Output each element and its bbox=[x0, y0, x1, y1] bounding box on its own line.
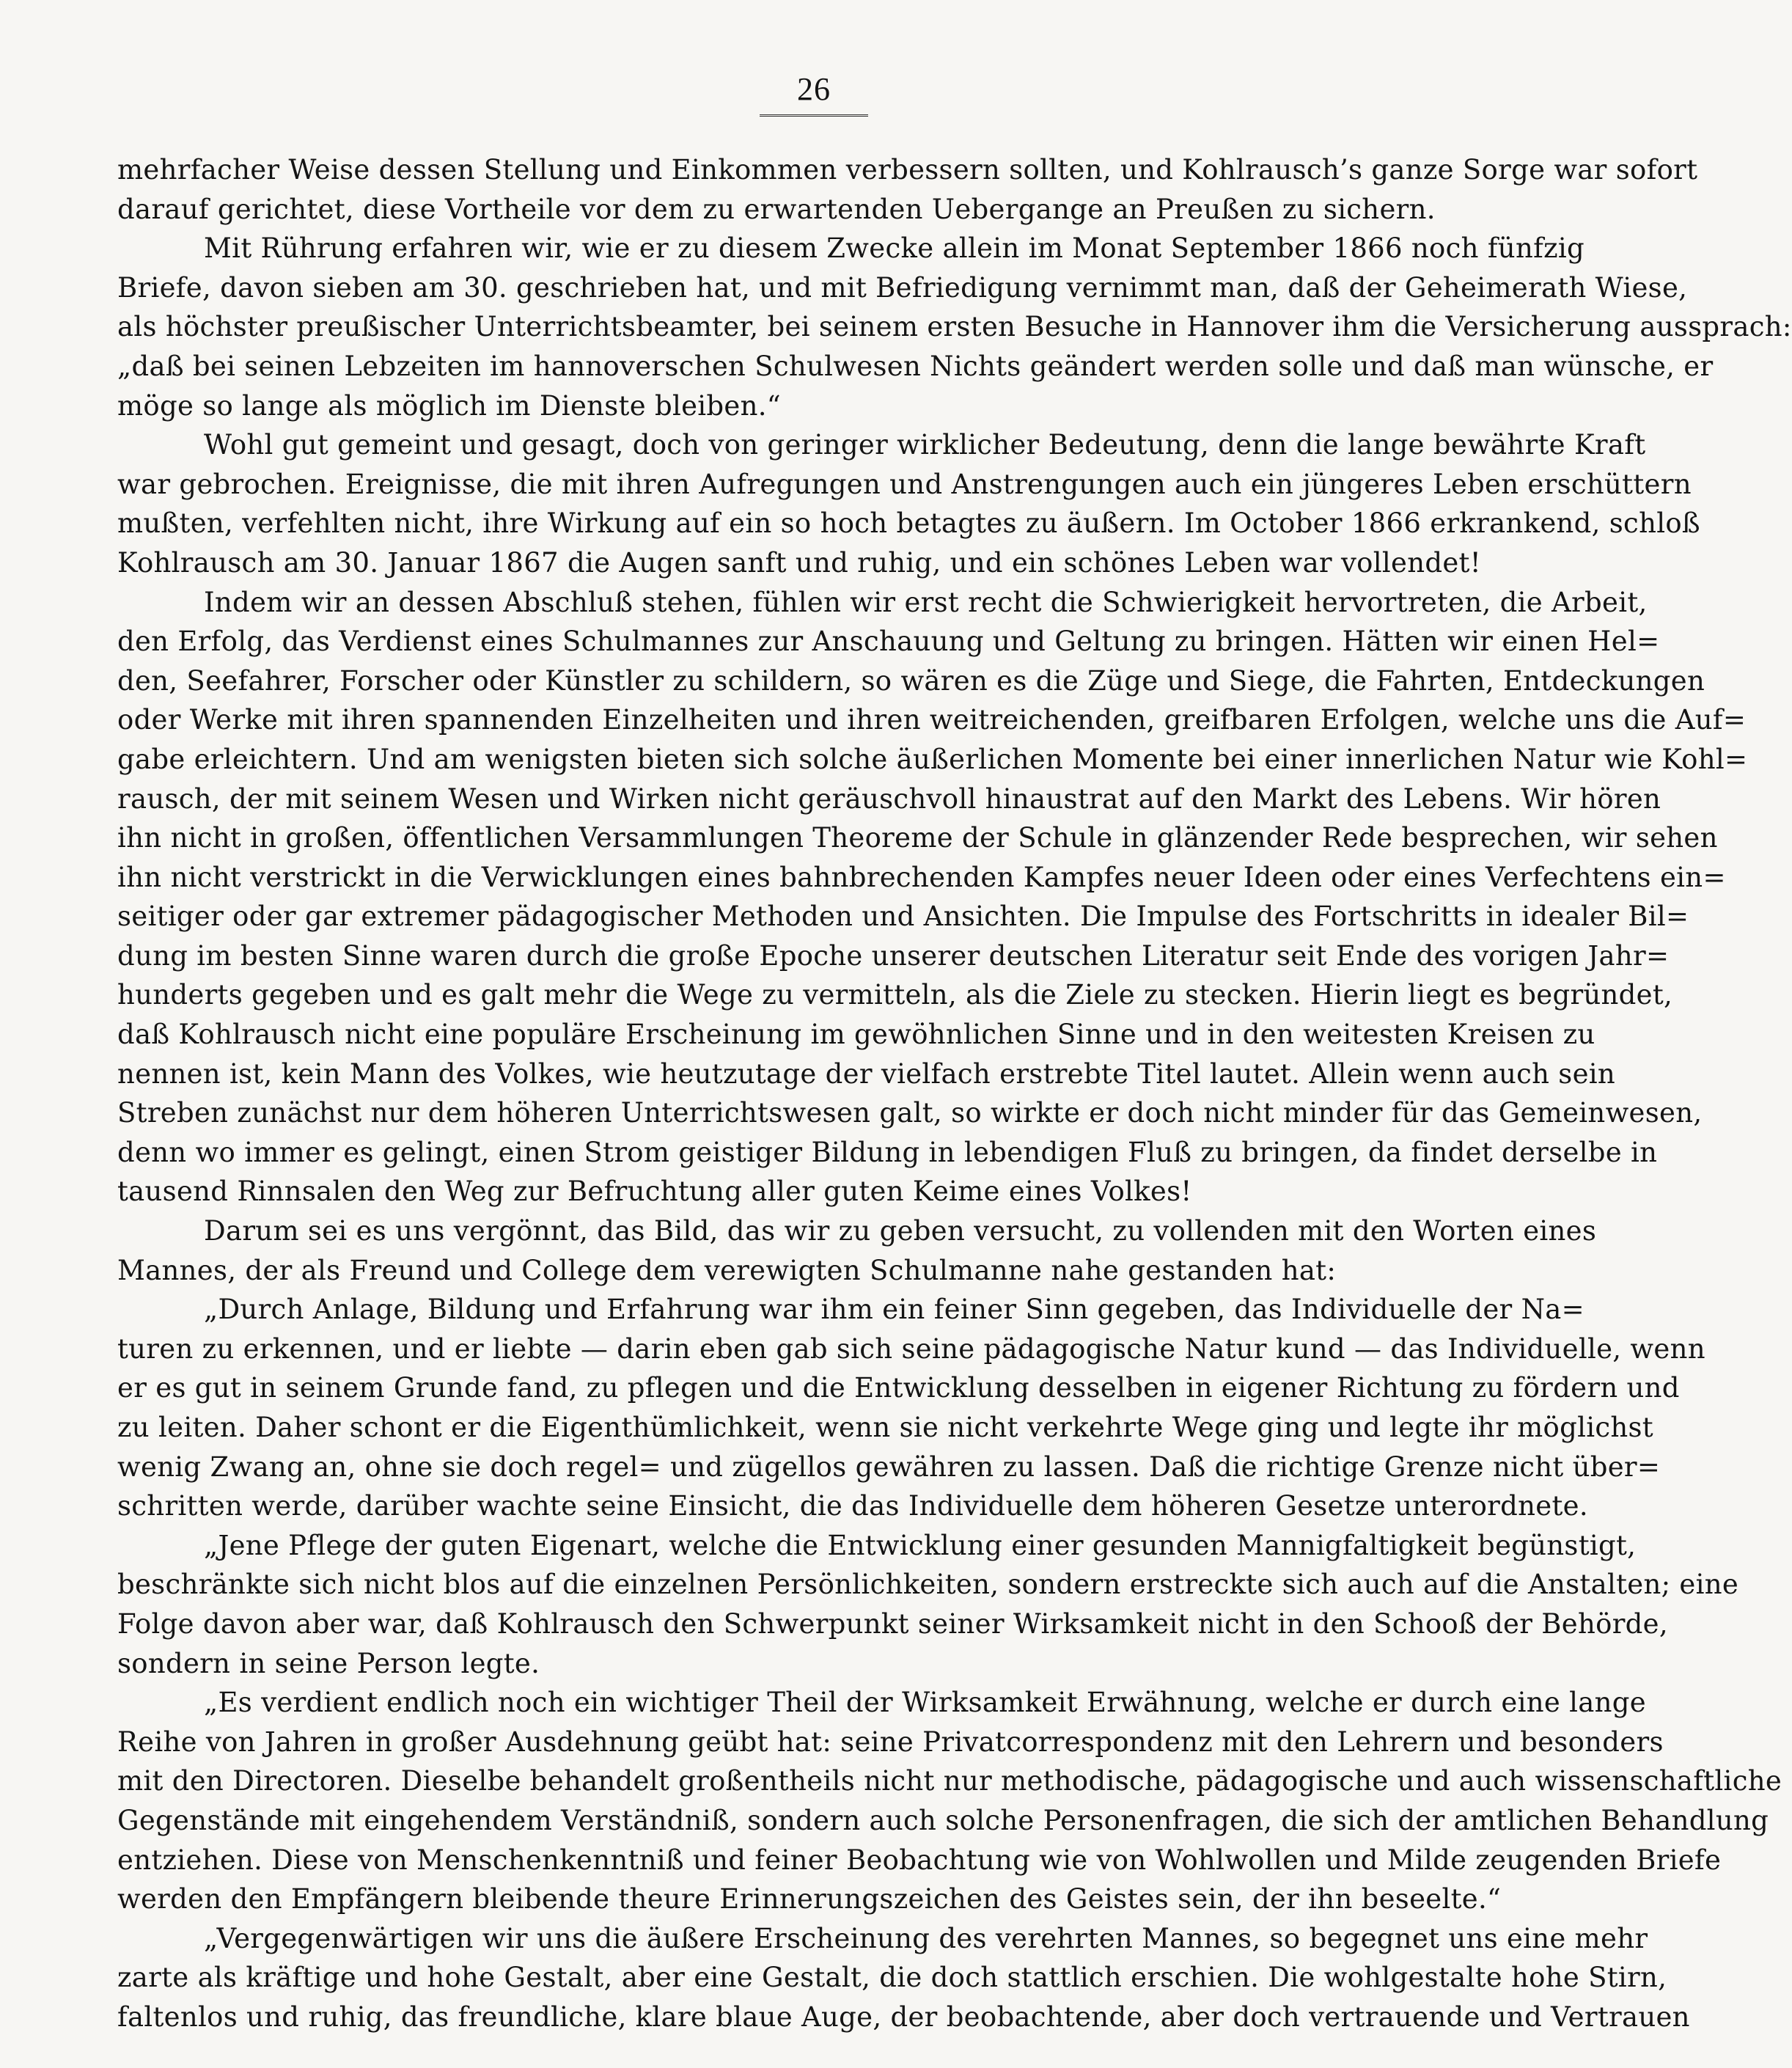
page-number: 26 bbox=[797, 71, 831, 107]
text-line: Reihe von Jahren in großer Ausdehnung geübt hat: seine Privatcorrespondenz mit den Lehrern und besonders bbox=[117, 1726, 1664, 1758]
text-line: den, Seefahrer, Forscher oder Künstler zu schildern, so wären es die Züge und Siege, die Fahrten, Entdeckungen bbox=[117, 664, 1705, 697]
text-line: rausch, der mit seinem Wesen und Wirken nicht geräuschvoll hinaustrat auf den Markt des Lebens. Wir hören bbox=[117, 782, 1661, 815]
text-line: nennen ist, kein Mann des Volkes, wie heutzutage der vielfach erstrebte Titel lautet. Allein wenn auch sein bbox=[117, 1057, 1616, 1090]
text-line: Kohlrausch am 30. Januar 1867 die Augen sanft und ruhig, und ein schönes Leben war vollendet! bbox=[117, 546, 1481, 579]
text-line: Mit Rührung erfahren wir, wie er zu diesem Zwecke allein im Monat September 1866 noch fünfzig bbox=[204, 232, 1584, 265]
text-line: werden den Empfängern bleibende theure Erinnerungszeichen des Geistes sein, der ihn beseelte.“ bbox=[117, 1883, 1502, 1915]
text-line: „Es verdient endlich noch ein wichtiger Theil der Wirksamkeit Erwähnung, welche er durch eine lange bbox=[204, 1687, 1646, 1719]
text-line: tausend Rinnsalen den Weg zur Befruchtung aller guten Keime eines Volkes! bbox=[117, 1176, 1192, 1208]
text-line: turen zu erkennen, und er liebte — darin eben gab sich seine pädagogische Natur kund — das Individuelle, wenn bbox=[117, 1332, 1705, 1365]
text-line: Gegenstände mit eingehendem Verständniß, sondern auch solche Personenfragen, die sich der amtlichen Behandlung bbox=[117, 1804, 1769, 1836]
text-line: Darum sei es uns vergönnt, das Bild, das wir zu geben versucht, zu vollenden mit den Worten eines bbox=[204, 1215, 1597, 1247]
text-line: den Erfolg, das Verdienst eines Schulmannes zur Anschauung und Geltung zu bringen. Hätten wir einen Hel= bbox=[117, 626, 1660, 658]
text-line: Streben zunächst nur dem höheren Unterrichtswesen galt, so wirkte er doch nicht minder für das Gemeinwesen, bbox=[117, 1097, 1703, 1129]
text-line: mit den Directoren. Dieselbe behandelt großentheils nicht nur methodische, pädagogische und auch wissenschaftliche bbox=[117, 1765, 1782, 1797]
text-line: „Vergegenwärtigen wir uns die äußere Erscheinung des verehrten Mannes, so begegnet uns eine mehr bbox=[204, 1922, 1648, 1954]
text-line: mehrfacher Weise dessen Stellung und Einkommen verbessern sollten, und Kohlrausch’s ganze Sorge war sofort bbox=[117, 154, 1698, 186]
text-line: entziehen. Diese von Menschenkenntniß und feiner Beobachtung wie von Wohlwollen und Milde zeugenden Briefe bbox=[117, 1844, 1722, 1876]
text-line: darauf gerichtet, diese Vortheile vor dem zu erwartenden Uebergange an Preußen zu sichern. bbox=[117, 193, 1436, 225]
text-line: seitiger oder gar extremer pädagogischer Methoden und Ansichten. Die Impulse des Fortschritts in idealer Bil= bbox=[117, 901, 1689, 933]
text-line: er es gut in seinem Grunde fand, zu pflegen und die Entwicklung desselben in eigener Richtung zu fördern und bbox=[117, 1372, 1680, 1404]
text-line: Folge davon aber war, daß Kohlrausch den Schwerpunkt seiner Wirksamkeit nicht in den Schooß der Behörde, bbox=[117, 1607, 1668, 1640]
text-line: Briefe, davon sieben am 30. geschrieben hat, und mit Befriedigung vernimmt man, daß der Geheimerath Wiese, bbox=[117, 271, 1688, 304]
text-line: zarte als kräftige und hohe Gestalt, aber eine Gestalt, die doch stattlich erschien. Die wohlgestalte hohe Stirn, bbox=[117, 1962, 1667, 1994]
text-line: schritten werde, darüber wachte seine Einsicht, die das Individuelle dem höheren Gesetze unterordnete. bbox=[117, 1490, 1588, 1522]
text-line: „daß bei seinen Lebzeiten im hannoverschen Schulwesen Nichts geändert werden solle und daß man wünsche, er bbox=[117, 350, 1714, 382]
text-line: ihn nicht verstrickt in die Verwicklungen eines bahnbrechenden Kampfes neuer Ideen oder eines Verfechtens ein= bbox=[117, 861, 1726, 893]
text-line: Indem wir an dessen Abschluß stehen, fühlen wir erst recht die Schwierigkeit hervortreten, die Arbeit, bbox=[204, 586, 1648, 618]
text-line: denn wo immer es gelingt, einen Strom geistiger Bildung in lebendigen Fluß zu bringen, da findet derselbe in bbox=[117, 1136, 1658, 1168]
text-line: war gebrochen. Ereignisse, die mit ihren Aufregungen und Anstrengungen auch ein jüngeres Leben erschüttern bbox=[117, 468, 1692, 500]
text-line: gabe erleichtern. Und am wenigsten bieten sich solche äußerlichen Momente bei einer innerlichen Natur wie Kohl= bbox=[117, 743, 1748, 775]
text-line: mußten, verfehlten nicht, ihre Wirkung auf ein so hoch betagtes zu äußern. Im October 1866 erkrankend, schloß bbox=[117, 507, 1700, 540]
text-line: Mannes, der als Freund und College dem verewigten Schulmanne nahe gestanden hat: bbox=[117, 1254, 1337, 1286]
text-line: als höchster preußischer Unterrichtsbeamter, bei seinem ersten Besuche in Hannover ihm die Versicherung aussprach: bbox=[117, 311, 1792, 343]
text-line: dung im besten Sinne waren durch die große Epoche unserer deutschen Literatur seit Ende des vorigen Jahr= bbox=[117, 939, 1670, 972]
text-line: zu leiten. Daher schont er die Eigenthümlichkeit, wenn sie nicht verkehrte Wege ging und legte ihr möglichst bbox=[117, 1412, 1653, 1443]
text-line: Wohl gut gemeint und gesagt, doch von geringer wirklicher Bedeutung, denn die lange bewährte Kraft bbox=[204, 429, 1646, 461]
text-line: beschränkte sich nicht blos auf die einzelnen Persönlichkeiten, sondern erstreckte sich auch auf die Anstalten; eine bbox=[117, 1569, 1739, 1601]
header-rule bbox=[760, 114, 868, 117]
text-line: sondern in seine Person legte. bbox=[117, 1647, 540, 1679]
text-line: „Durch Anlage, Bildung und Erfahrung war ihm ein feiner Sinn gegeben, das Individuelle der Na= bbox=[204, 1294, 1584, 1326]
text-line: faltenlos und ruhig, das freundliche, klare blaue Auge, der beobachtende, aber doch vertrauende und Vertrauen bbox=[117, 2001, 1690, 2033]
body-text bbox=[117, 150, 1792, 2037]
text-line: ihn nicht in großen, öffentlichen Versammlungen Theoreme der Schule in glänzender Rede besprechen, wir sehen bbox=[117, 822, 1718, 854]
text-line: „Jene Pflege der guten Eigenart, welche die Entwicklung einer gesunden Mannigfaltigkeit begünstigt, bbox=[204, 1529, 1637, 1561]
text-line: oder Werke mit ihren spannenden Einzelheiten und ihren weitreichenden, greifbaren Erfolgen, welche uns die Auf= bbox=[117, 704, 1747, 736]
text-line: möge so lange als möglich im Dienste bleiben.“ bbox=[117, 389, 782, 422]
text-line: daß Kohlrausch nicht eine populäre Erscheinung im gewöhnlichen Sinne und in den weitesten Kreisen zu bbox=[117, 1019, 1595, 1051]
text-line: hunderts gegeben und es galt mehr die Wege zu vermitteln, als die Ziele zu stecken. Hierin liegt es begründet, bbox=[117, 979, 1673, 1011]
text-line: wenig Zwang an, ohne sie doch regel= und zügellos gewähren zu lassen. Daß die richtige Grenze nicht über= bbox=[117, 1451, 1661, 1483]
